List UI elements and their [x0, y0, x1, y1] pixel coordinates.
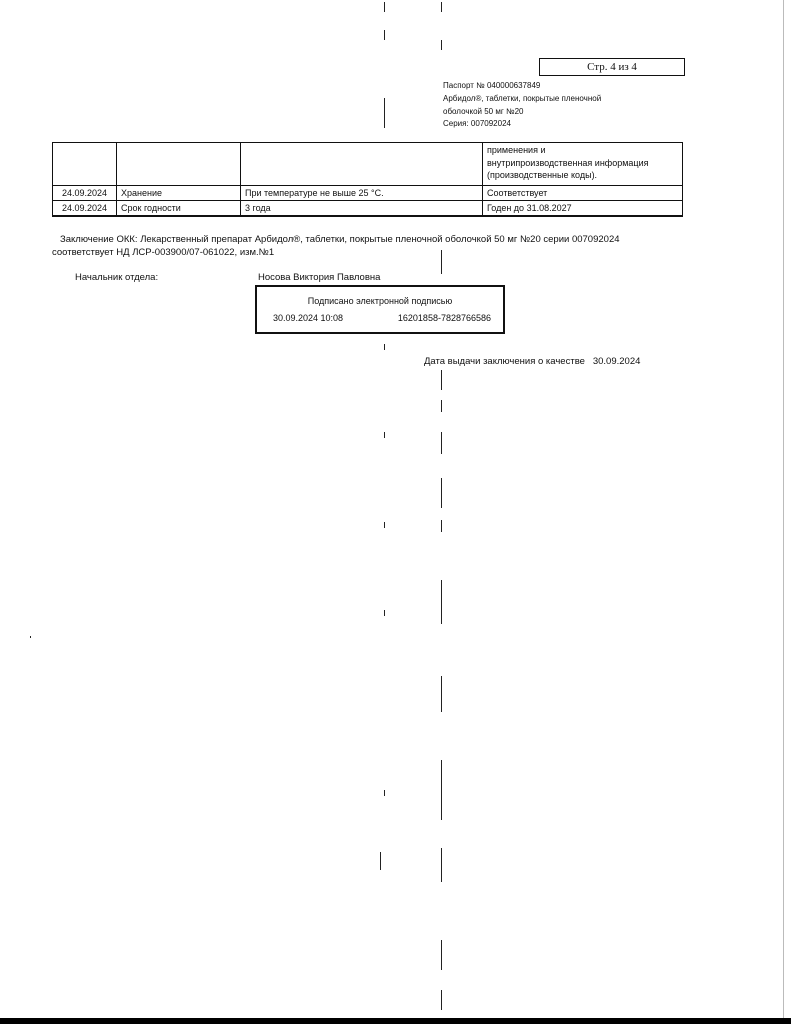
- issue-date-value: 30.09.2024: [592, 356, 641, 367]
- quality-table: [52, 142, 683, 217]
- issue-date-label: Дата выдачи заключения о качестве: [424, 356, 585, 367]
- electronic-signature-stamp: [255, 285, 505, 334]
- scan-mark: [441, 400, 442, 412]
- table-cell-result: Годен до 31.08.2027: [483, 201, 683, 217]
- table-cell-parameter: Срок годности: [117, 201, 241, 217]
- conclusion-line-1: Заключение ОКК: Лекарственный препарат Арбидол®, таблетки, покрытые пленочной оболочкой 50 мг №20 серии 007092024: [60, 234, 620, 245]
- table-row-continued: [53, 143, 683, 186]
- scan-mark: [384, 432, 385, 438]
- scan-mark: [441, 250, 442, 274]
- scan-mark: [441, 40, 442, 50]
- scan-mark: [384, 610, 385, 616]
- table-cell: [241, 143, 483, 186]
- scan-mark: [441, 848, 442, 882]
- signatory-name: Носова Виктория Павловна: [258, 272, 381, 283]
- scan-mark: [384, 522, 385, 528]
- table-cell: [117, 143, 241, 186]
- page-counter: [539, 58, 685, 76]
- table-cell: [53, 143, 117, 186]
- signature-title: Подписано электронной подписью: [307, 296, 453, 306]
- table-cell-result-continued: применения и внутрипроизводственная информация (производственные коды).: [483, 143, 683, 186]
- scan-mark: [384, 2, 385, 12]
- issue-date-line: [424, 356, 640, 368]
- scan-edge-line: [783, 0, 784, 1024]
- conclusion-line-2: соответствует НД ЛСР-003900/07-061022, изм.№1: [52, 247, 275, 258]
- scan-mark: [384, 344, 385, 350]
- signature-certificate: 16201858-7828766586: [397, 313, 491, 323]
- scan-mark: [384, 790, 385, 796]
- scan-mark: [441, 760, 442, 820]
- table-cell-parameter: Хранение: [117, 186, 241, 201]
- table-cell-requirement: При температуре не выше 25 °С.: [241, 186, 483, 201]
- signature-datetime: 30.09.2024 10:08: [273, 313, 344, 323]
- passport-number: Паспорт № 040000637849: [443, 81, 541, 90]
- scan-mark: [380, 852, 381, 870]
- scan-dot: [30, 636, 31, 638]
- table-row: [53, 201, 683, 217]
- table-row: [53, 186, 683, 201]
- passport-header: [443, 80, 601, 131]
- scan-mark: [441, 2, 442, 12]
- passport-series: Серия: 007092024: [443, 119, 511, 129]
- scan-mark: [441, 676, 442, 712]
- scan-mark: [441, 580, 442, 624]
- passport-product-cont: оболочкой 50 мг №20: [443, 106, 524, 116]
- scan-mark: [441, 432, 442, 454]
- page-counter-text: Стр. 4 из 4: [587, 61, 637, 73]
- scan-mark: [384, 98, 385, 128]
- scan-bottom-edge: [0, 1018, 791, 1024]
- scan-mark: [441, 940, 442, 970]
- scan-mark: [441, 478, 442, 508]
- scan-mark: [384, 30, 385, 40]
- table-cell-result: Соответствует: [483, 186, 683, 201]
- table-cell-requirement: 3 года: [241, 201, 483, 217]
- table-cell-date: 24.09.2024: [53, 201, 117, 217]
- scan-mark: [441, 520, 442, 532]
- scan-mark: [441, 990, 442, 1010]
- passport-product: Арбидол®, таблетки, покрытые пленочной: [443, 93, 602, 103]
- scan-mark: [441, 370, 442, 390]
- signatory-role: Начальник отдела:: [75, 272, 159, 283]
- table-cell-date: 24.09.2024: [53, 186, 117, 201]
